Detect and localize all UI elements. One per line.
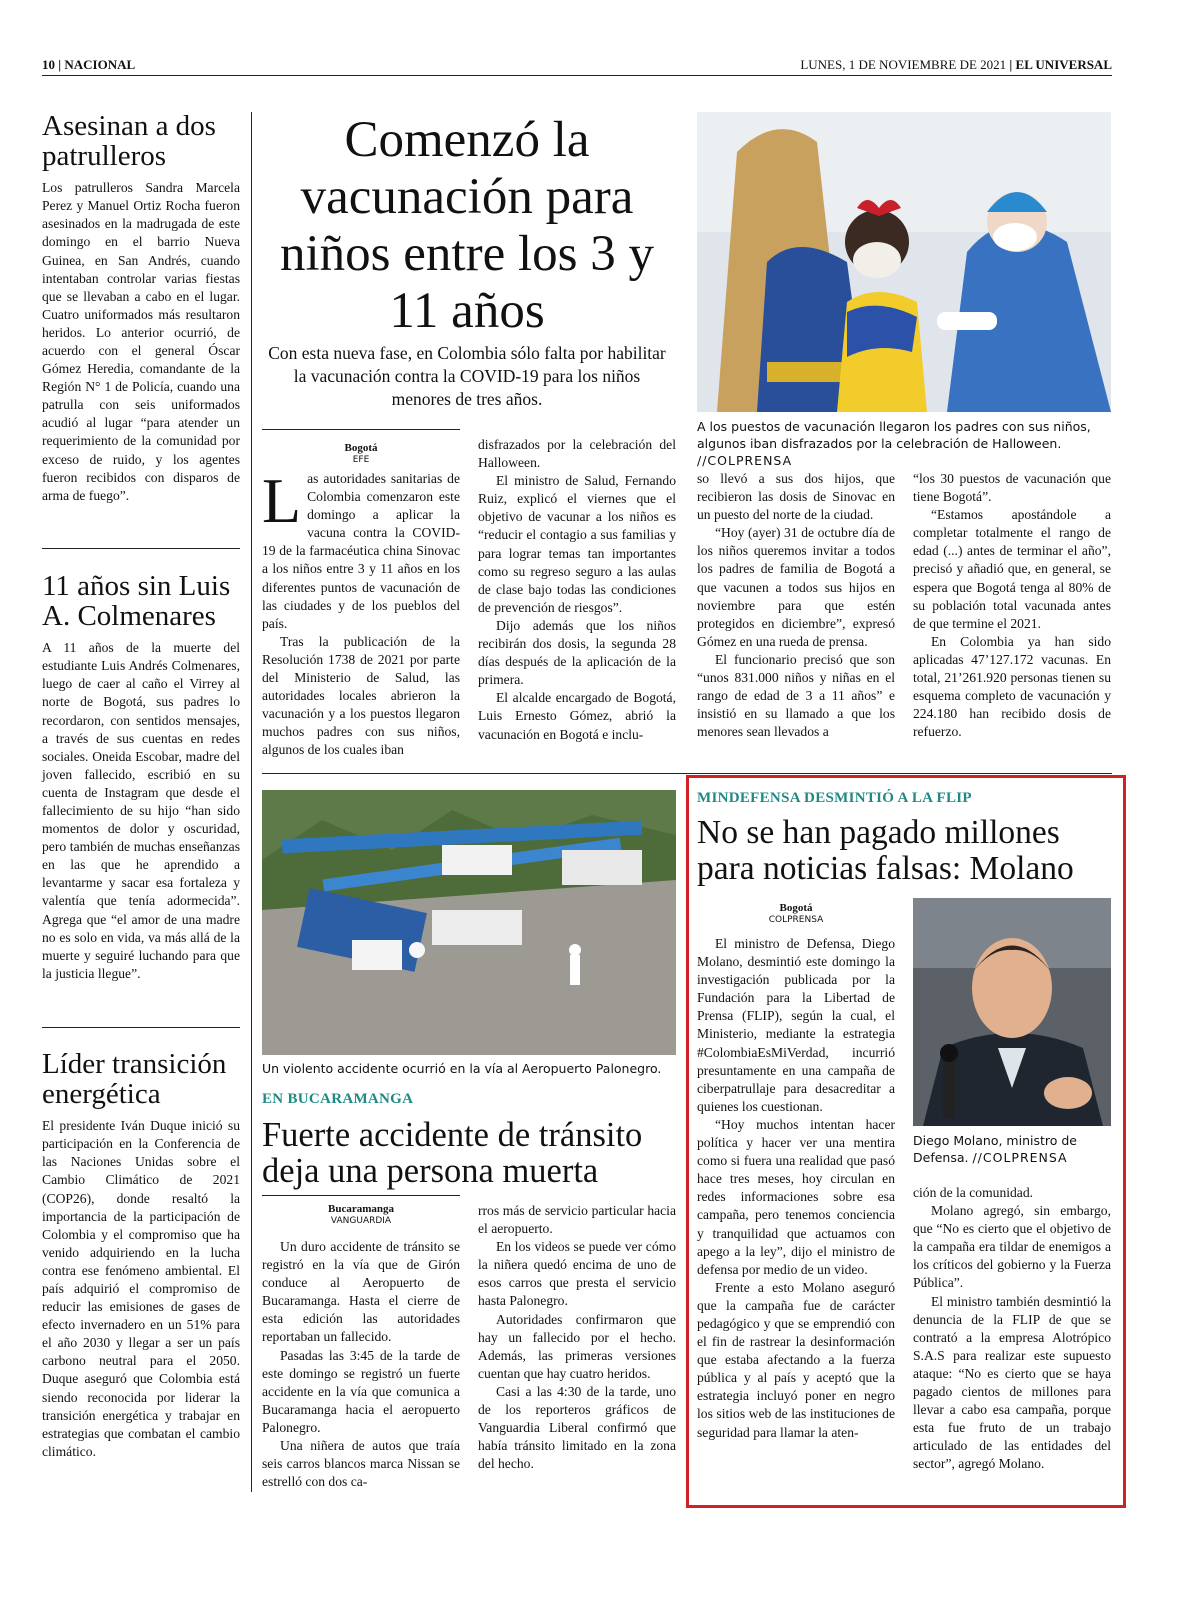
molano-photo-caption: Diego Molano, ministro de Defensa. //COLPRENSA <box>913 1133 1077 1165</box>
vaccination-photo-source: //COLPRENSA <box>697 453 793 468</box>
brief-1 <box>42 112 240 505</box>
main-col-2: disfrazados por la celebración del Halloween. El ministro de Salud, Fernando Ruiz, explicó el viernes que el objetivo de vacunar a los niños es “reducir el contagio a sus familias y para lograr temas tan importantes como su regreso seguro a las aulas de clase bajo todas las condiciones de prevención de riesgos”. Dijo además que los niños recibirán dos dosis, la segunda 28 días después de la aplicación de la primera. El alcalde encargado de Bogotá, Luis Ernesto Gómez, abrió la vacunación en Bogotá e inclu- <box>478 437 676 742</box>
header-right: LUNES, 1 DE NOVIEMBRE DE 2021 | EL UNIVERSAL <box>800 57 1112 72</box>
accident-byline <box>262 1203 460 1227</box>
vaccination-photo <box>697 112 1111 412</box>
accident-photo-caption: Un violento accidente ocurrió en la vía al Aeropuerto Palonegro. <box>262 1061 662 1076</box>
vaccination-photo-caption: A los puestos de vacunación llegaron los padres con sus niños, algunos iban disfrazados por la celebración de Halloween. //COLPRENSA <box>697 419 1091 468</box>
molano-byline-city: Bogotá <box>779 902 813 914</box>
main-col-3: so llevó a sus dos hijos, que recibieron las dosis de Sinovac en un puesto del norte de la ciudad. “Hoy (ayer) 31 de octubre día de los niños queremos invitar a todos los padres de familia de Bogotá a que vacunen a todos sus hijos en noviembre para que estén protegidos en diciembre”, expresó Gómez en una rueda de prensa. El funcionario precisó que son “unos 831.000 niños y niñas en el rango de edad de 3 a 11 años” e insistió en su llamado a que los menores sean llevados a <box>697 471 895 740</box>
main-subtitle-rule <box>262 429 460 430</box>
brief-3-title: Líder transición energética <box>42 1048 227 1110</box>
molano-byline-agency: COLPRENSA <box>768 915 824 925</box>
brief-2-title: 11 años sin Luis A. Colmenares <box>42 570 231 632</box>
brief-3-text: El presidente Iván Duque inició su participación en la Conferencia de las Naciones Unidas sobre el Cambio Climático de 2021 (COP26), donde resaltó la importancia de la participación de Colombia y el compromiso que ha venido adquiriendo en la lucha contra ese fenómeno ambiental. El país adquirió el compromiso de reducir las emisiones de gases de efecto invernadero en un 51% para el año 2030 y llegar a ser un país carbono neutral para el 2050. Duque aseguró que Colombia está siendo reconocida por liderar la transición energética y trabajar en estrategias que combatan el cambio climático. <box>42 1118 240 1459</box>
molano-photo-illustration <box>913 898 1111 1126</box>
main-dropcap: L <box>262 465 302 536</box>
molano-col-1: El ministro de Defensa, Diego Molano, desmintió este domingo la investigación publicada por la Fundación para la Libertad de Prensa (FLIP), según la cual, el Ministerio, mediante la estrategia #ColombiaEsMiVerdad, incurrió presuntamente en una campaña de ciberpatrullaje para desacreditar a quienes los cuestionan. “Hoy muchos intentan hacer política y hacer ver una mentira como si fuera una realidad que pasó hace tres meses, hoy circulan en redes informaciones sobre esa campaña, pero tenemos conciencia y tranquilidad que actuamos con apego a la ley”, dijo el ministro de defensa por medio de un video. Frente a esto Molano aseguró que la campaña fue de carácter pedagógico y que se emprendió con el fin de rastrear la desinformación que estaba afectando a la fuerza pública y al país y aceptó que la estrategia incluyó poner en negro los sitios web de las instituciones de seguridad para llamar la aten- <box>697 936 895 1440</box>
main-col-1: L as autoridades sanitarias de Colombia comenzaron este domingo a aplicar la vacuna contra la COVID-19 de la farmacéutica china Sinovac a los niños entre 3 y 11 años en los diferentes puntos de vacunación de las ciudades y de los pueblos del país. Tras la publicación de la Resolución 1738 de 2021 por parte del Ministerio de Salud, las autoridades locales abrieron la vacunación y a los puestos llegaron muchos padres con sus niños, algunos de los cuales iban <box>262 465 460 758</box>
edition-date: LUNES, 1 DE NOVIEMBRE DE 2021 <box>800 57 1007 72</box>
molano-headline: No se han pagado millones para noticias falsas: Molano <box>697 814 1074 887</box>
accident-col-2: rros más de servicio particular hacia el aeropuerto. En los videos se puede ver cómo la niñera quedó encima de uno de esos carros que presta el servicio hasta Palonegro. Autoridades confirmaron que hay un fallecido por el hecho. Además, las primeras versiones cuentan que hay cuatro heridos. Casi a las 4:30 de la tarde, uno de los reporteros gráficos de Vanguardia Liberal confirmó que había tránsito limitado en la zona del hecho. <box>478 1203 676 1472</box>
main-byline <box>262 442 460 466</box>
page-header: 10 | NACIONAL LUNES, 1 DE NOVIEMBRE DE 2021 | EL UNIVERSAL <box>42 57 1112 72</box>
brief-1-text: Los patrulleros Sandra Marcela Perez y Manuel Ortiz Rocha fueron asesinados en la madrugada de este domingo en el barrio Nueva Guinea, en San Andrés, cuando intentaban controlar varias fiestas que se llevaban a cabo en el lugar. Cuatro uniformados más resultaron heridos. Lo anterior ocurrió, de acuerdo con el general Óscar Gómez Heredia, comandante de la Región N° 1 de Policía, cuando una patrulla con seis uniformados acudió al lugar “para atender un requerimiento de la comunidad por exceso de ruido, y los agentes fueron recibidos con disparos de arma de fuego”. <box>42 180 240 503</box>
accident-byline-agency: VANGUARDIA <box>330 1216 392 1226</box>
main-subtitle: Con esta nueva fase, en Colombia sólo falta por habilitar la vacunación contra la COVID-19 para los niños menores de tres años. <box>268 343 666 409</box>
molano-photo <box>913 898 1111 1126</box>
brief-2-text: A 11 años de la muerte del estudiante Luis Andrés Colmenares, luego de caer al caño el Virrey al norte de Bogotá, sus padres lo recordaron, con sentidos mensajes, a través de sus cuentas en redes sociales. Oneida Escobar, madre del joven fallecido, escribió en su cuenta de Instagram que desde el fallecimiento de su hijo “han sido momentos de dolor y oscuridad, pero también de muchas enseñanzas en las que he aprendido a levantarme y sacar esa fortaleza y valentía que tenía adormecida”. Agrega que “el amor de una madre no es solo en vida, va más allá de la muerte y seguiré luchando para que la justicia llegue”. <box>42 640 240 981</box>
molano-photo-source: //COLPRENSA <box>972 1150 1068 1165</box>
accident-col-1: Un duro accidente de tránsito se registró en la vía que de Girón conduce al Aeropuerto de Bucaramanga. Hasta el cierre de esta edición las autoridades reportaban un fallecido. Pasadas las 3:45 de la tarde de este domingo se registró un fuerte accidente en la vía que comunica a Bucaramanga hacia el aeropuerto Palonegro. Una niñera de autos que traía seis carros blancos marca Nissan se estrelló con dos ca- <box>262 1239 460 1490</box>
accident-photo <box>262 790 676 1055</box>
main-byline-city: Bogotá <box>344 442 378 454</box>
molano-kicker: MINDEFENSA DESMINTIÓ A LA FLIP <box>697 790 972 806</box>
brief-divider-2 <box>42 1027 240 1028</box>
brief-3 <box>42 1050 240 1461</box>
header-rule <box>42 75 1112 76</box>
main-headline: Comenzó la vacunación para niños entre los 3 y 11 años <box>280 112 654 339</box>
brief-divider-1 <box>42 548 240 549</box>
main-byline-agency: EFE <box>352 455 370 465</box>
page-number: 10 <box>42 57 55 72</box>
main-article-bottom-rule <box>262 773 1112 774</box>
accident-photo-illustration <box>262 790 676 1055</box>
main-col-4: “los 30 puestos de vacunación que tiene Bogotá”. “Estamos apostándole a completar totalmente el rango de edad (...) antes de terminar el año”, precisó y añadió que, en general, se espera que Bogotá tenga al 80% de su población total vacunada antes de que termine el 2021. En Colombia ya han sido aplicadas 47’127.172 vacunas. En total, 21’261.920 personas tienen su esquema completo de vacunación y 224.180 han recibido dosis de refuerzo. <box>913 471 1111 740</box>
brief-2 <box>42 572 240 983</box>
brief-1-title: Asesinan a dos patrulleros <box>42 110 216 172</box>
newspaper-name: EL UNIVERSAL <box>1015 57 1112 72</box>
section-name: NACIONAL <box>64 57 136 72</box>
molano-byline <box>697 902 895 926</box>
accident-title-rule <box>262 1195 460 1196</box>
accident-kicker: EN BUCARAMANGA <box>262 1091 414 1107</box>
accident-headline: Fuerte accidente de tránsito deja una persona muerta <box>262 1116 643 1190</box>
molano-col-2: ción de la comunidad. Molano agregó, sin embargo, que “No es cierto que el objetivo de la campaña era tildar de enemigos a los críticos del gobierno y la Fuerza Pública”. El ministro también desmintió la denuncia de la FLIP de que se contrató a la empresa Alotrópico S.A.S para realizar este supuesto ataque: “No es cierto que se haya pagado cientos de millones para llevar a cabo esa campaña, porque esta fue fruto de un trabajo articulado de las entidades del sector”, agregó Molano. <box>913 1185 1111 1472</box>
accident-byline-city: Bucaramanga <box>328 1203 394 1215</box>
left-column-rule <box>251 112 252 1492</box>
vaccination-photo-illustration <box>697 112 1111 412</box>
